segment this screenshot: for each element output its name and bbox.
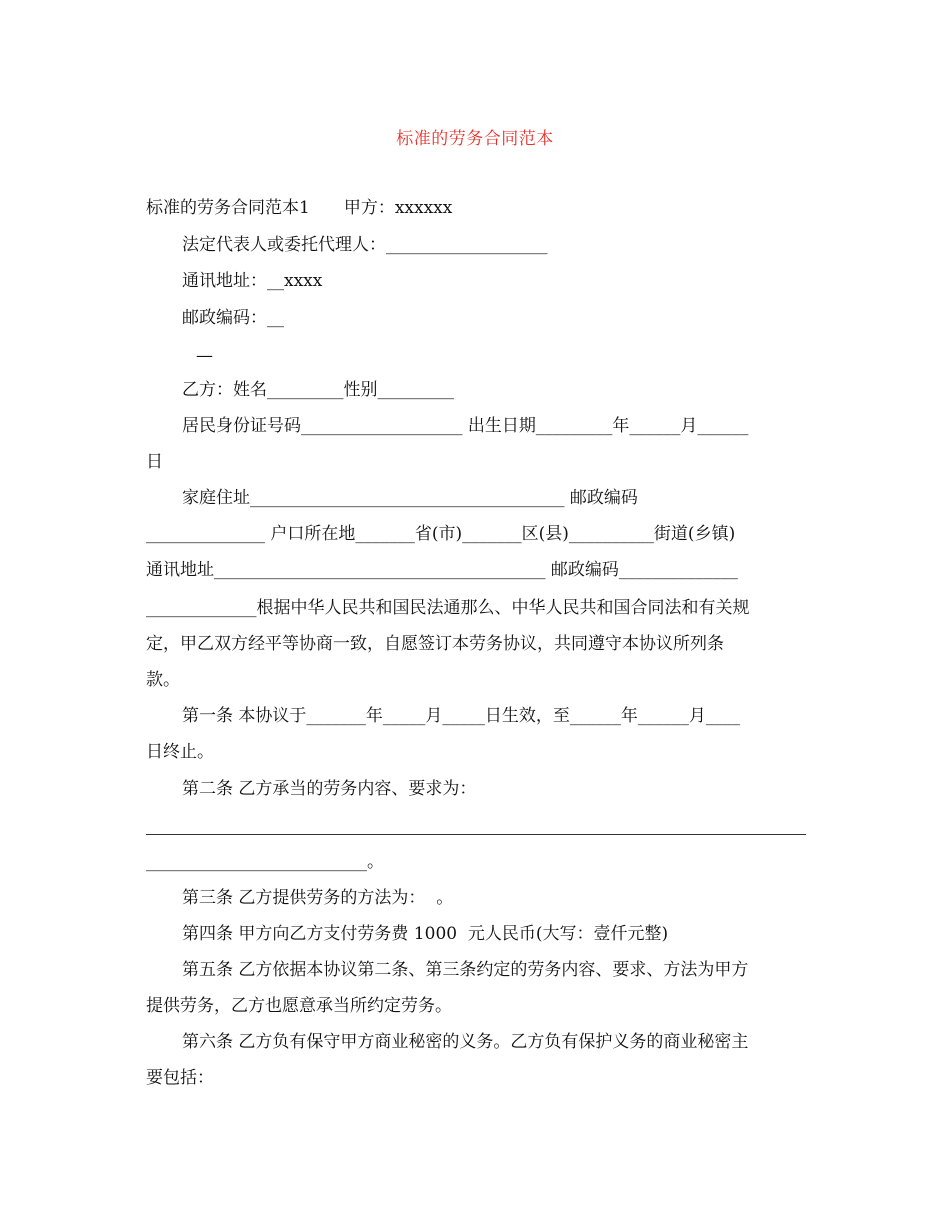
article-2-blank-line: __________________________。 — [146, 852, 384, 872]
article-2-line: 第二条 乙方承当的劳务内容、要求为： — [182, 779, 477, 799]
preamble-line-1: _____________根据中华人民共和国民法通那么、中华人民共和国合同法和有关规 — [146, 598, 750, 618]
document-title: 标准的劳务合同范本 — [396, 129, 554, 149]
household-registration-line: ______________ 户口所在地_______省(市)_______区(县)__________街道(乡镇) — [146, 524, 736, 544]
party-b-name-line: 乙方：姓名_________性别_________ — [182, 380, 454, 400]
article-6-line: 第六条 乙方负有保守甲方商业秘密的义务。乙方负有保护义务的商业秘密主 — [182, 1032, 749, 1052]
article-6-line-cont: 要包括： — [146, 1068, 214, 1088]
article-1-line: 第一条 本协议于_______年_____月_____日生效，至______年______月____ — [182, 706, 740, 726]
article-1-line-cont: 日终止。 — [146, 742, 214, 762]
article-4-line: 第四条 甲方向乙方支付劳务费 1000 元人民币(大写：壹仟元整) — [182, 924, 669, 944]
preamble-line-3: 款。 — [146, 670, 180, 690]
dash-mark: — — [196, 346, 213, 366]
id-birthdate-line-cont: 日 — [146, 452, 163, 472]
article-3-line: 第三条 乙方提供劳务的方法为： 。 — [182, 888, 454, 908]
party-a-postcode-line: 邮政编码：__ — [182, 308, 284, 328]
party-a-line: 标准的劳务合同范本1 甲方：xxxxxx — [146, 198, 453, 218]
legal-representative-line: 法定代表人或委托代理人：___________________ — [182, 235, 548, 255]
article-5-line: 第五条 乙方依据本协议第二条、第三条约定的劳务内容、要求、方法为甲方 — [182, 960, 749, 980]
party-a-address-line: 通讯地址：__xxxx — [182, 271, 323, 291]
id-birthdate-line: 居民身份证号码___________________ 出生日期_________年______月______ — [182, 416, 749, 436]
home-address-line: 家庭住址_____________________________________ 邮政编码 — [182, 488, 638, 508]
article-2-blank-rule — [146, 834, 806, 835]
mailing-address-line: 通讯地址_______________________________________ 邮政编码______________ — [146, 560, 738, 580]
preamble-line-2: 定，甲乙双方经平等协商一致，自愿签订本劳务协议，共同遵守本协议所列条 — [146, 634, 724, 654]
article-5-line-cont: 提供劳务，乙方也愿意承当所约定劳务。 — [146, 996, 452, 1016]
